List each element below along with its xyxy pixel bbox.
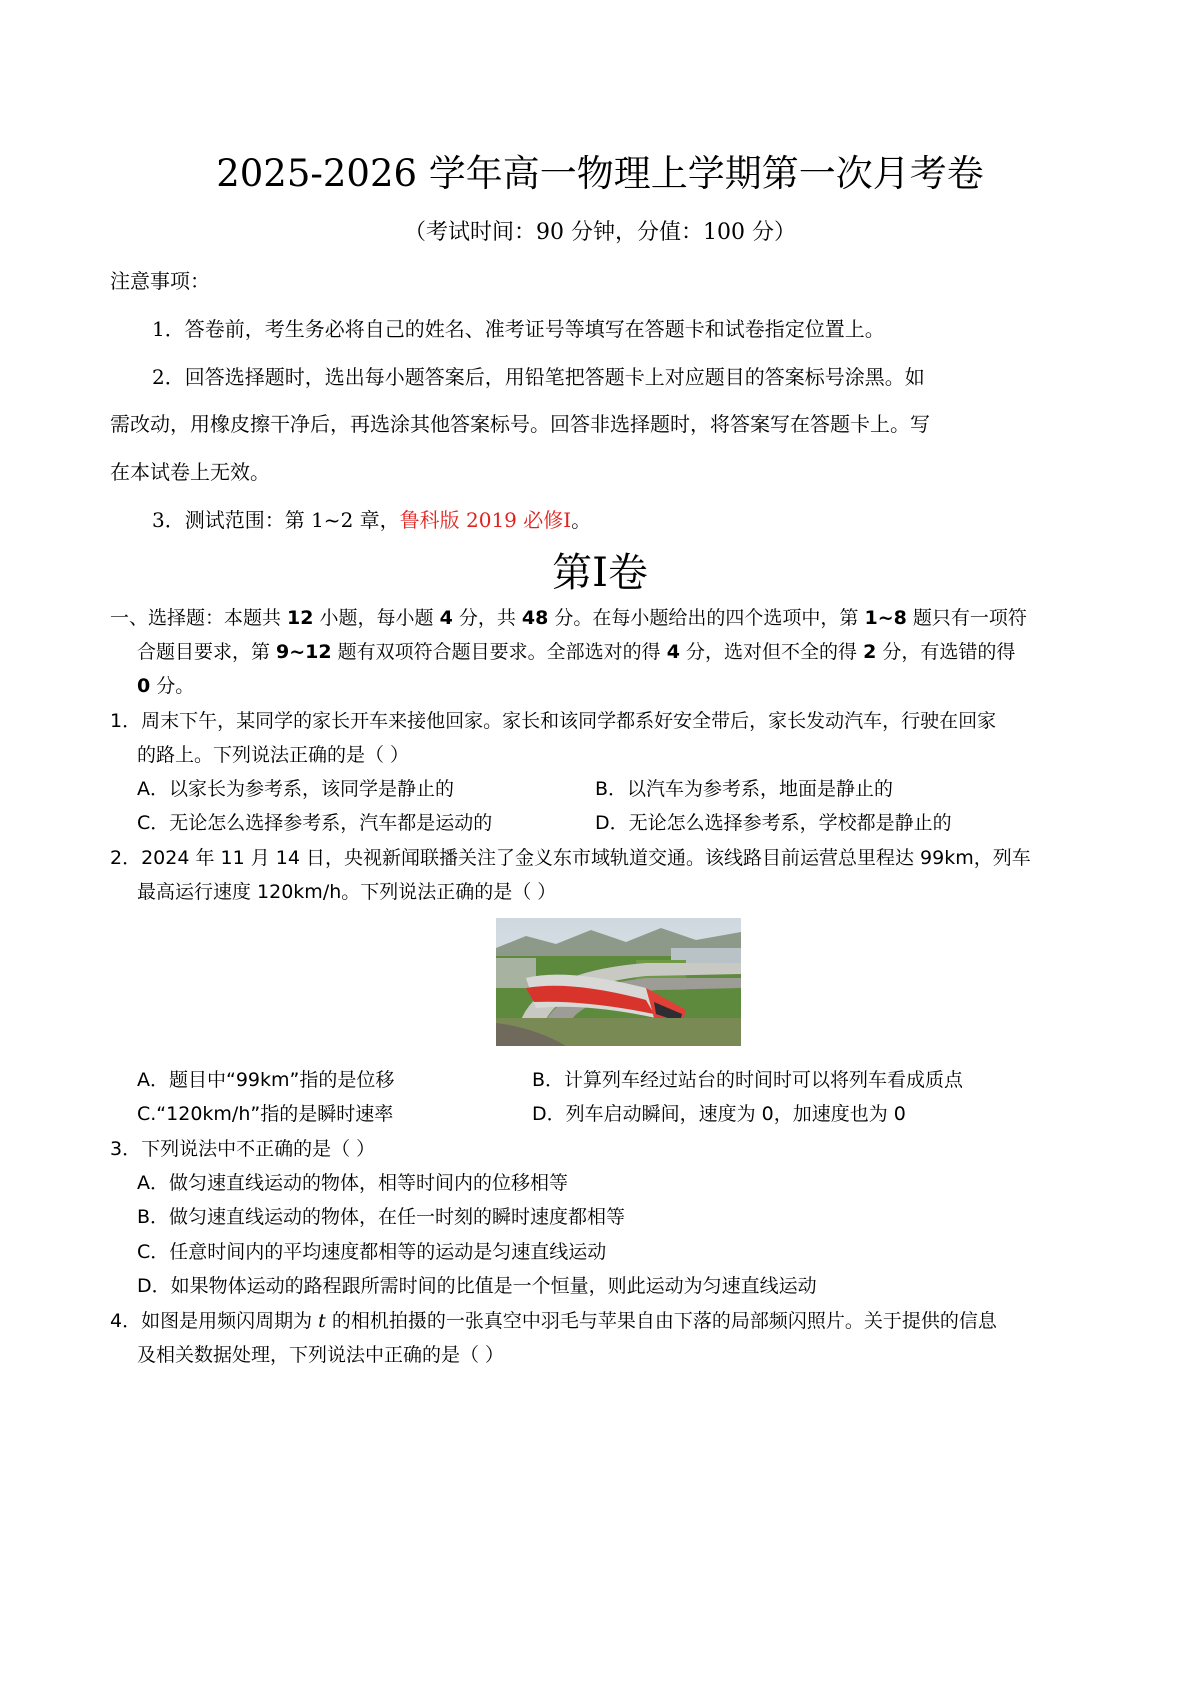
question-3-option-c: C．任意时间内的平均速度都相等的运动是匀速直线运动	[137, 1241, 607, 1263]
question-1-stem-line-2: 的路上。下列说法正确的是（ ）	[137, 744, 410, 766]
section-text: 分，选对但不全的得	[679, 641, 864, 663]
metro-train-illustration	[496, 918, 741, 1046]
question-4-stem-line-1	[110, 1306, 997, 1336]
points-per-question: 4	[439, 607, 453, 629]
question-1-option-b: B．以汽车为参考系，地面是静止的	[595, 778, 894, 800]
section-text: 一、选择题：本题共	[110, 607, 288, 629]
section-1-line-1	[110, 603, 1027, 633]
question-4-text: 4．如图是用频闪周期为	[110, 1310, 319, 1332]
metro-train-photo	[496, 918, 741, 1046]
section-text: 小题，每小题	[313, 607, 440, 629]
question-3-option-b: B．做匀速直线运动的物体，在任一时刻的瞬时速度都相等	[137, 1206, 626, 1228]
question-2-option-b: B．计算列车经过站台的时间时可以将列车看成质点	[532, 1069, 964, 1091]
double-answer-range: 9~12	[276, 641, 332, 663]
question-1-option-d: D．无论怎么选择参考系，学校都是静止的	[595, 812, 952, 834]
question-count: 12	[287, 607, 314, 629]
question-3-option-d: D．如果物体运动的路程跟所需时间的比值是一个恒量，则此运动为匀速直线运动	[137, 1275, 817, 1297]
section-text: 分，有选错的得	[876, 641, 1016, 663]
exam-subtitle: （考试时间：90 分钟，分值：100 分）	[404, 220, 796, 245]
notice-item-1: 1．答卷前，考生务必将自己的姓名、准考证号等填写在答题卡和试卷指定位置上。	[152, 317, 885, 341]
volume-title: 第Ⅰ卷	[552, 550, 648, 596]
question-3-option-a: A．做匀速直线运动的物体，相等时间内的位移相等	[137, 1172, 568, 1194]
notice-item-3-suffix: 。	[571, 508, 592, 532]
question-2-option-a: A．题目中“99km”指的是位移	[137, 1069, 395, 1091]
notice-item-2-line-2: 需改动，用橡皮擦干净后，再选涂其他答案标号。回答非选择题时，将答案写在答题卡上。写	[110, 412, 930, 436]
question-2-option-d: D．列车启动瞬间，速度为 0，加速度也为 0	[532, 1103, 906, 1125]
partial-marks: 2	[863, 641, 877, 663]
question-2-option-c: C.“120km/h”指的是瞬时速率	[137, 1103, 394, 1125]
question-4-text: 的相机拍摄的一张真空中羽毛与苹果自由下落的局部频闪照片。关于提供的信息	[325, 1310, 997, 1332]
question-2-stem-line-1: 2．2024 年 11 月 14 日，央视新闻联播关注了金义东市域轨道交通。该线路目前运营总里程达 99km，列车	[110, 847, 1031, 869]
question-3-stem: 3．下列说法中不正确的是（ ）	[110, 1138, 376, 1160]
section-text: 题有双项符合题目要求。全部选对的得	[331, 641, 667, 663]
notice-item-2-line-3: 在本试卷上无效。	[110, 460, 270, 484]
question-1-option-c: C．无论怎么选择参考系，汽车都是运动的	[137, 812, 493, 834]
exam-title: 2025-2026 学年高一物理上学期第一次月考卷	[216, 152, 984, 195]
section-1-line-3	[137, 671, 194, 701]
section-text: 题只有一项符	[906, 607, 1027, 629]
section-text: 分。	[150, 675, 195, 697]
flash-period-symbol: t	[318, 1310, 326, 1332]
notice-heading: 注意事项：	[110, 269, 210, 293]
total-points: 48	[521, 607, 549, 629]
wrong-marks: 0	[137, 675, 151, 697]
section-1-line-2	[137, 637, 1015, 667]
section-text: 分，共	[452, 607, 522, 629]
notice-item-2-line-1: 2．回答选择题时，选出每小题答案后，用铅笔把答题卡上对应题目的答案标号涂黑。如	[152, 365, 925, 389]
question-4-stem-line-2: 及相关数据处理，下列说法中正确的是（ ）	[137, 1344, 505, 1366]
single-answer-range: 1~8	[864, 607, 907, 629]
question-1-option-a: A．以家长为参考系，该同学是静止的	[137, 778, 454, 800]
full-marks: 4	[666, 641, 680, 663]
notice-item-3-prefix: 3．测试范围：第 1~2 章，	[152, 508, 400, 532]
question-1-stem-line-1: 1．周末下午，某同学的家长开车来接他回家。家长和该同学都系好安全带后，家长发动汽车，行驶在回家	[110, 710, 997, 732]
question-2-stem-line-2: 最高运行速度 120km/h。下列说法正确的是（ ）	[137, 881, 557, 903]
textbook-edition: 鲁科版 2019 必修Ⅰ	[399, 508, 572, 532]
section-text: 合题目要求，第	[137, 641, 277, 663]
notice-item-3	[152, 505, 591, 535]
section-text: 分。在每小题给出的四个选项中，第	[548, 607, 865, 629]
